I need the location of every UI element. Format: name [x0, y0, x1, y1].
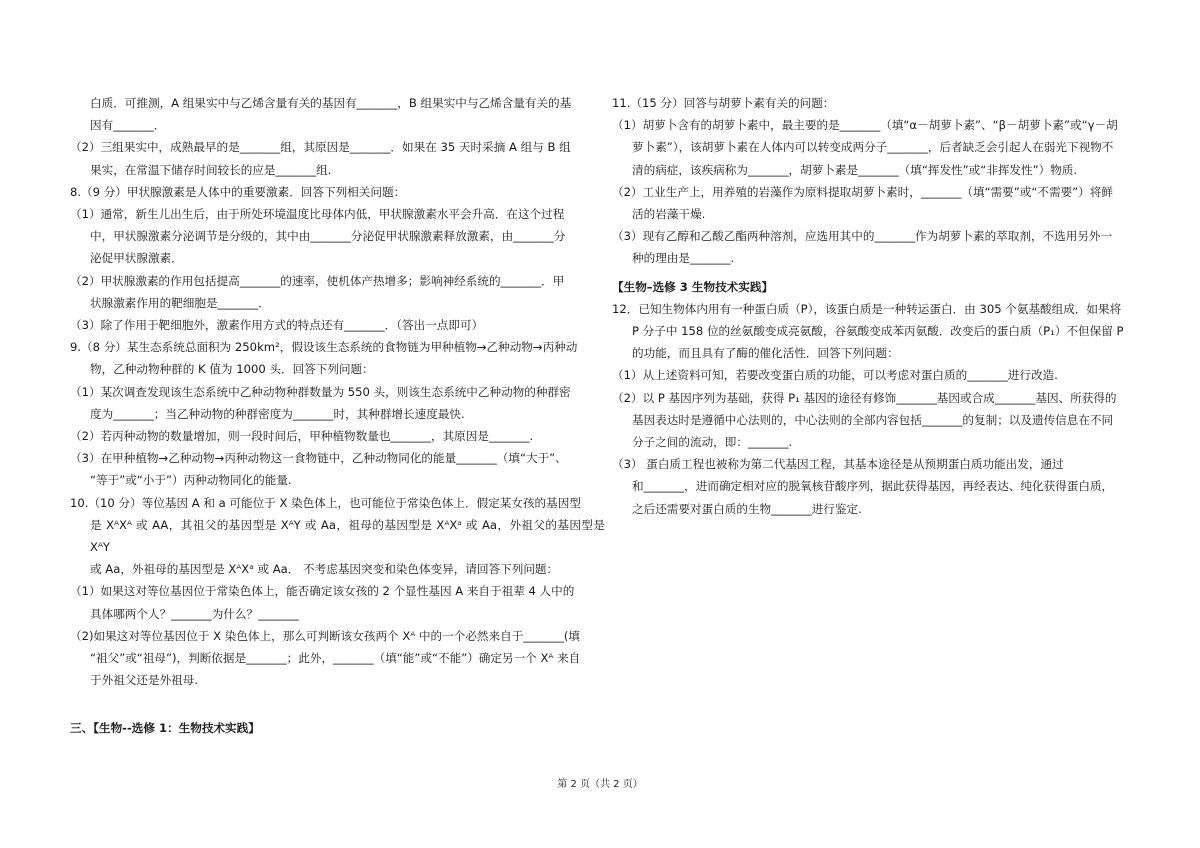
q11-part3-line-2: 种的理由是_______. [632, 251, 735, 266]
q10-part1-line-2: 具体哪两个人？_______为什么？_______ [90, 606, 299, 621]
q7-part2-line-2: 果实，在常温下储存时间较长的应是_______组. [90, 162, 332, 177]
q7-continued-line-2: 因有_______． [90, 118, 166, 133]
q7-part2-line-1: （2）三组果实中，成熟最早的是_______组，其原因是_______．如果在 35 天时采摘 A 组与 B 组 [70, 140, 571, 155]
q12-part3-line-2: 和_______，进而确定相对应的脱氧核苷酸序列，据此获得基因，再经表达、纯化获得蛋白质， [632, 479, 1114, 494]
q9-part2-line-1: （2）若丙种动物的数量增加，则一段时间后，甲种植物数量也_______，其原因是_______. [70, 429, 534, 444]
q10-part1-line-1: （1）如果这对等位基因位于常染色体上，能否确定该女孩的 2 个显性基因 A 来自于祖辈 4 人中的 [70, 584, 575, 599]
q8-part2-line-1: （2）甲状腺激素的作用包括提高_______的速率，使机体产热增多；影响神经系统的_______．甲 [70, 273, 565, 288]
q12-part2-line-2: 基因表达时是遵循中心法则的，中心法则的全部内容包括_______的复制；以及遗传信息在不同 [632, 412, 1114, 427]
spacer [70, 691, 605, 717]
q10-part2-line-1: （2)如果这对等位基因位于 X 染色体上，那么可判断该女孩两个 Xᴬ 中的一个必然来自于_______(填 [70, 628, 580, 643]
q8-title: 8.（9 分）甲状腺激素是人体中的重要激素．回答下列相关问题： [70, 184, 406, 199]
q11-part1-line-1: （1）胡萝卜含有的胡萝卜素中，最主要的是_______（填“α－胡萝卜素”、“β－胡萝卜素”或“γ－胡 [612, 118, 1118, 133]
q12-part3-line-3: 之后还需要对蛋白质的生物_______进行鉴定. [632, 501, 862, 516]
left-column [70, 92, 605, 740]
q8-part2-line-2: 状腺激素作用的靶细胞是_______． [90, 295, 270, 310]
q9-title-line-1: 9.（8 分）某生态系统总面积为 250km²，假设该生态系统的食物链为甲种植物→乙种动物→丙种动 [70, 340, 578, 355]
q9-part3-line-2: “等于”或“小于”）丙种动物同化的能量. [90, 473, 292, 488]
q9-title-line-2: 物，乙种动物种群的 K 值为 1000 头．回答下列问题： [90, 362, 374, 377]
q11-part1-line-2: 萝卜素”），该胡萝卜素在人体内可以转变成两分子_______，后者缺乏会引起人在弱光下视物不 [632, 140, 1114, 155]
q12-title-line-2: P 分子中 158 位的丝氨酸变成亮氨酸，谷氨酸变成苯丙氨酸．改变后的蛋白质（P₁）不但保留 P [632, 324, 1124, 339]
q12-part3-line-1: （3） 蛋白质工程也被称为第二代基因工程，其基本途径是从预期蛋白质功能出发，通过 [612, 457, 1064, 472]
q8-part3-line-1: （3）除了作用于靶细胞外，激素作用方式的特点还有_______．（答出一点即可） [70, 318, 484, 333]
q8-part1-line-2: 中，甲状腺激素分泌调节是分级的，其中由_______分泌促甲状腺激素释放激素，由_______分 [90, 229, 566, 244]
q12-part1-line-1: （1）从上述资料可知，若要改变蛋白质的功能，可以考虑对蛋白质的_______进行改造. [612, 368, 1058, 383]
q12-part2-line-1: （2）以 P 基因序列为基础，获得 P₁ 基因的途径有修饰_______基因或合成_______基因、所获得的 [612, 390, 1117, 405]
q10-title-line-2: 是 XᴬXᴬ 或 AA，其祖父的基因型是 XᴬY 或 Aa，祖母的基因型是 XᴬXᵃ 或 Aa，外祖父的基因型是 XᴬY [90, 517, 605, 555]
q11-part2-line-2: 活的岩藻干燥. [632, 207, 706, 222]
q11-part3-line-1: （3）现有乙醇和乙酸乙酯两种溶剂，应选用其中的_______作为胡萝卜素的萃取剂，不选用另外一 [612, 229, 1113, 244]
q12-title-line-3: 的功能，而且具有了酶的催化活性．回答下列问题： [632, 346, 899, 361]
q11-title: 11.（15 分）回答与胡萝卜素有关的问题： [612, 96, 835, 110]
q10-part2-line-2: “祖父”或“祖母”)，判断依据是_______；此外，_______（填“能”或“不能”）确定另一个 Xᴬ 来自 [90, 651, 581, 666]
page-number-footer: 第 2 页（共 2 页） [557, 779, 643, 790]
q8-part1-line-3: 泌促甲状腺激素． [90, 251, 183, 266]
q10-part2-line-3: 于外祖父还是外祖母. [90, 673, 199, 688]
q12-title-line-1: 12．已知生物体内用有一种蛋白质（P），该蛋白质是一种转运蛋白．由 305 个氨基酸组成．如果将 [612, 301, 1122, 316]
section-3-heading: 三、【生物--选修 1：生物技术实践】 [70, 721, 260, 736]
elective-3-heading: 【生物–选修 3 生物技术实践】 [612, 279, 774, 294]
q8-part1-line-1: （1）通常，新生儿出生后，由于所处环境温度比母体内低，甲状腺激素水平会升高．在这个过程 [70, 207, 565, 222]
q11-part2-line-1: （2）工业生产上，用养殖的岩藻作为原料提取胡萝卜素时，_______（填“需要”或“不需要”）将鲜 [612, 184, 1113, 199]
q10-title-line-3: 或 Aa，外祖母的基因型是 XᴬXᵃ 或 Aa． 不考虑基因突变和染色体变异，请回答下列问题： [90, 562, 559, 577]
q7-continued-line-1: 白质．可推测，A 组果实中与乙烯含量有关的基因有_______，B 组果实中与乙烯含量有关的基 [90, 96, 572, 110]
q10-title-line-1: 10.（10 分）等位基因 A 和 a 可能位于 X 染色体上，也可能位于常染色体上．假定某女孩的基因型 [70, 495, 581, 510]
q12-part2-line-3: 分子之间的流动，即：_______. [632, 435, 793, 450]
q9-part1-line-2: 度为_______；当乙种动物的种群密度为_______时，其种群增长速度最快. [90, 406, 465, 421]
q9-part3-line-1: （3）在甲种植物→乙种动物→丙种动物这一食物链中，乙种动物同化的能量_______（填“大于”、 [70, 451, 567, 466]
q11-part1-line-3: 清的病症，该疾病称为_______，胡萝卜素是_______（填“挥发性”或“非挥发性”）物质. [632, 162, 1078, 177]
q9-part1-line-1: （1）某次调查发现该生态系统中乙种动物种群数量为 550 头，则该生态系统中乙种动物的种群密 [70, 384, 571, 399]
right-column [612, 92, 1152, 520]
